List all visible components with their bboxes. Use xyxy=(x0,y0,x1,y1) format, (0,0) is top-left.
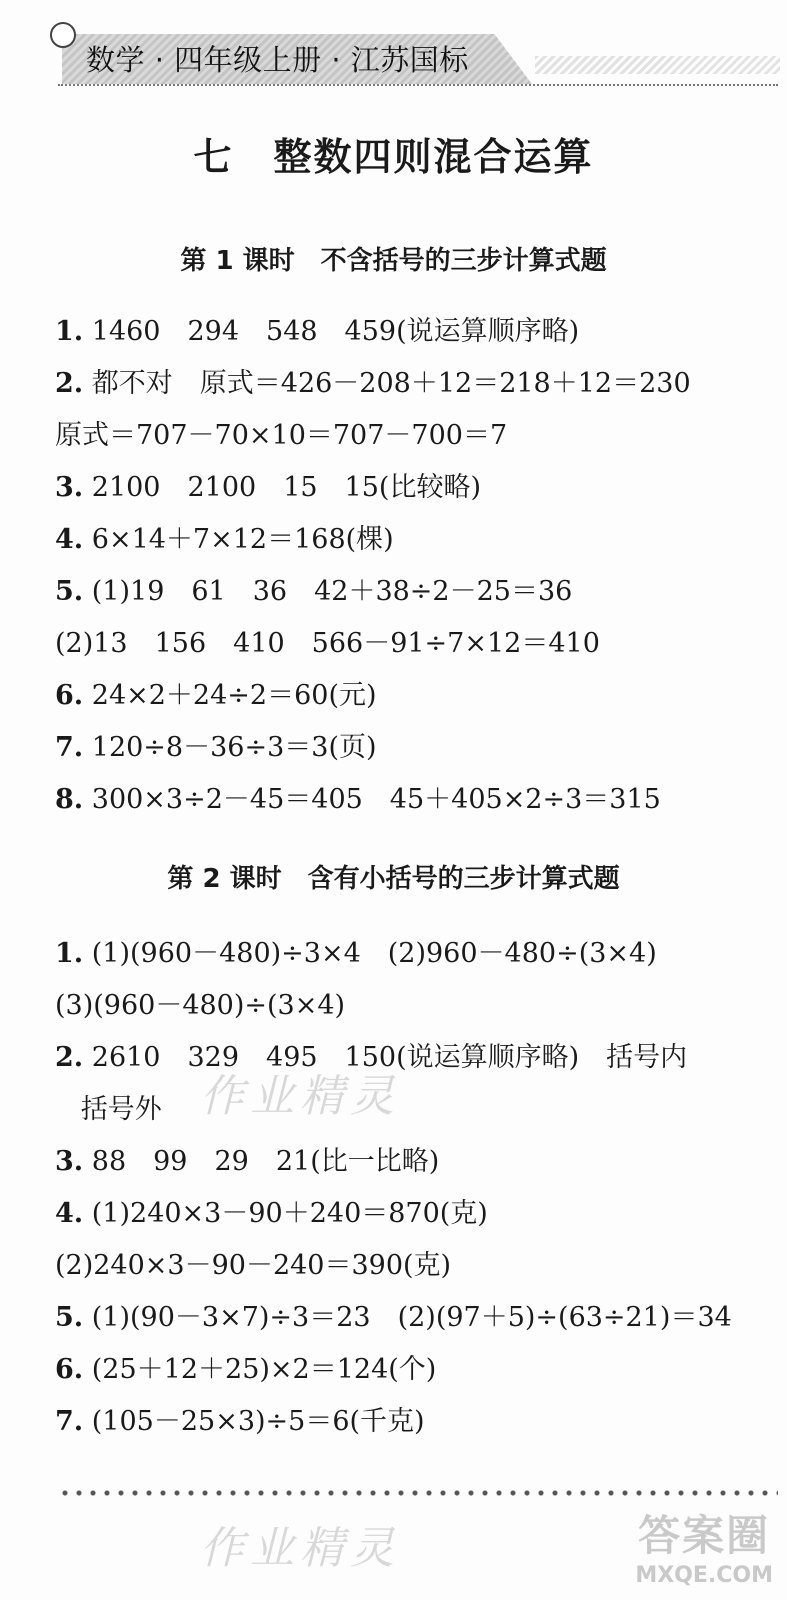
question-number: 2. xyxy=(55,368,84,399)
answer-line xyxy=(55,1356,436,1383)
answer-text: 24×2＋24÷2＝60(元) xyxy=(83,680,377,711)
question-number: 6. xyxy=(55,680,84,711)
watermark-bottom: 作业精灵 xyxy=(200,1523,400,1574)
question-number: 6. xyxy=(55,1354,84,1385)
answer-line xyxy=(55,1304,732,1331)
question-number: 7. xyxy=(55,1406,84,1437)
answer-line xyxy=(55,1200,488,1227)
lesson-1-title: 第 1 课时 不含括号的三步计算式题 xyxy=(180,246,607,276)
answer-text: (1)240×3－90＋240＝870(克) xyxy=(83,1198,488,1229)
corner-circle-icon xyxy=(50,22,76,48)
answer-line xyxy=(55,578,572,605)
answer-line xyxy=(55,786,661,813)
header-stripes xyxy=(535,56,780,74)
answer-line xyxy=(55,1148,439,1175)
answer-text: 88 99 29 21(比一比略) xyxy=(83,1146,440,1177)
answer-line xyxy=(55,630,600,657)
answer-text: 2610 329 495 150(说运算顺序略) 括号内 xyxy=(83,1042,688,1073)
answer-line xyxy=(55,526,394,553)
answer-line xyxy=(55,734,377,761)
answer-line xyxy=(55,682,377,709)
site-logo-url: MXQE.COM xyxy=(635,1563,773,1588)
site-logo xyxy=(635,1503,773,1588)
answer-text: (2)13 156 410 566－91÷7×12＝410 xyxy=(55,628,600,659)
header-title: 数学 · 四年级上册 · 江苏国标 xyxy=(86,43,469,77)
answer-line xyxy=(55,318,579,345)
footer-border xyxy=(58,1487,778,1499)
question-number: 1. xyxy=(55,938,84,969)
answer-text: 6×14＋7×12＝168(棵) xyxy=(83,524,394,555)
answer-line xyxy=(55,1096,162,1123)
answer-text: (2)240×3－90－240＝390(克) xyxy=(55,1250,452,1281)
answer-text: 原式＝707－70×10＝707－700＝7 xyxy=(55,420,508,451)
question-number: 5. xyxy=(55,1302,84,1333)
answer-text: 120÷8－36÷3＝3(页) xyxy=(83,732,377,763)
answer-text: (1)19 61 36 42＋38÷2－25＝36 xyxy=(83,576,573,607)
question-number: 2. xyxy=(55,1042,84,1073)
answer-line xyxy=(55,370,691,397)
lesson-2-title: 第 2 课时 含有小括号的三步计算式题 xyxy=(167,864,620,894)
question-number: 1. xyxy=(55,316,84,347)
answer-line xyxy=(55,474,481,501)
answer-text: (1)(960－480)÷3×4 (2)960－480÷(3×4) xyxy=(83,938,657,969)
answer-line xyxy=(55,992,345,1019)
answer-line xyxy=(55,1252,451,1279)
question-number: 5. xyxy=(55,576,84,607)
question-number: 3. xyxy=(55,1146,84,1177)
header-divider xyxy=(58,84,778,86)
answer-text: (3)(960－480)÷(3×4) xyxy=(55,990,346,1021)
site-logo-text: 答案圈 xyxy=(638,1511,771,1560)
answer-text: 1460 294 548 459(说运算顺序略) xyxy=(83,316,580,347)
answer-text: (105－25×3)÷5＝6(千克) xyxy=(83,1406,425,1437)
watermark-mid: 作业精灵 xyxy=(200,1071,400,1122)
answer-text: (25＋12＋25)×2＝124(个) xyxy=(83,1354,437,1385)
answer-text: 都不对 原式＝426－208＋12＝218＋12＝230 xyxy=(83,368,691,399)
chapter-title: 七 整数四则混合运算 xyxy=(193,134,594,179)
question-number: 4. xyxy=(55,1198,84,1229)
answer-text: 2100 2100 15 15(比较略) xyxy=(83,472,481,503)
answer-text: 括号外 xyxy=(55,1094,162,1125)
answer-text: (1)(90－3×7)÷3＝23 (2)(97＋5)÷(63÷21)＝34 xyxy=(83,1302,732,1333)
answer-line xyxy=(55,940,657,967)
answer-text: 300×3÷2－45＝405 45＋405×2÷3＝315 xyxy=(83,784,661,815)
answer-line xyxy=(55,1408,425,1435)
question-number: 8. xyxy=(55,784,84,815)
question-number: 3. xyxy=(55,472,84,503)
answer-line xyxy=(55,422,507,449)
question-number: 4. xyxy=(55,524,84,555)
question-number: 7. xyxy=(55,732,84,763)
